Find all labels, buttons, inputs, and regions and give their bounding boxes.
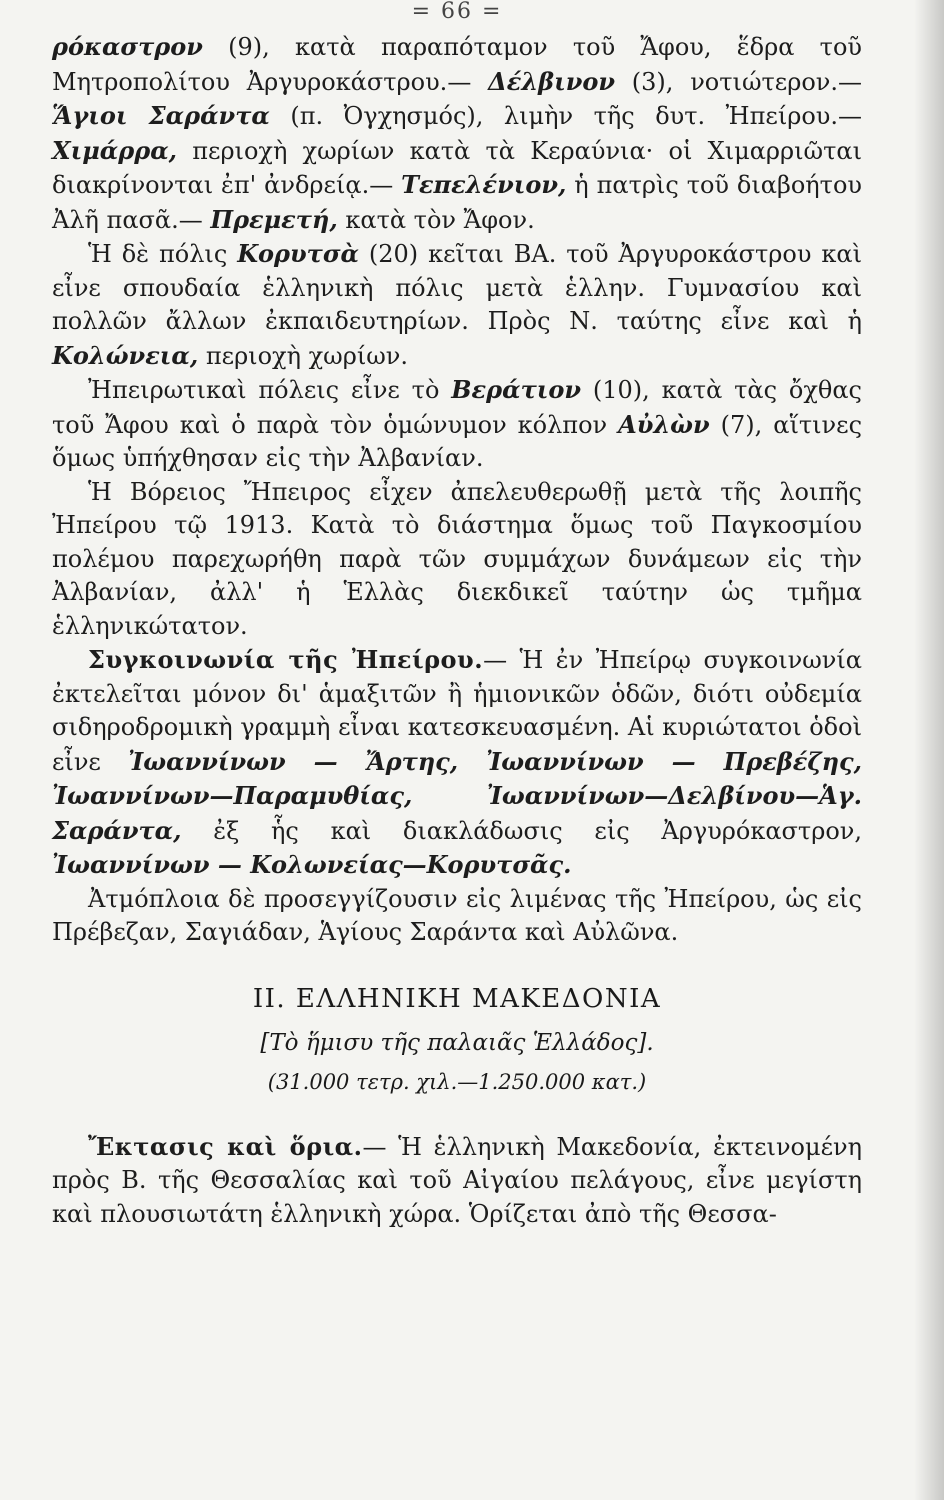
paragraph-communication: Συγκοινωνία τῆς Ἠπείρου.— Ἡ ἐν Ἠπείρῳ συγκοινωνία ἐκτελεῖται μόνον δι' ἁμαξιτῶν ἢ ἡμιονικῶν ὁδῶν, διότι οὐδεμία σιδηροδρομικὴ γραμμὴ εἶναι κατεσκευασμένη. Αἱ κυριώτατοι ὁδοὶ εἶνε Ἰωαννίνων — Ἄρτης, Ἰωαννίνων — Πρεβέζης, Ἰωαννίνων—Παραμυθίας, Ἰωαννίνων—Δελβίνου—Ἁγ. Σαράντα, ἐξ ἧς καὶ διακλάδωσις εἰς Ἀργυρόκαστρον, Ἰωαννίνων — Κολωνείας—Κορυτσᾶς. — [52, 645, 863, 879]
paragraph-cities-epirus: ρόκαστρον (9), κατὰ παραπόταμον τοῦ Ἄφου, ἕδρα τοῦ Μητροπολίτου Ἀργυροκάστρου.— Δέλβινον (3), νοτιώτερον.— Ἅγιοι Σαράντα (π. Ὀγχησμός), λιμὴν τῆς δυτ. Ἠπείρου.— Χιμάρρα, περιοχὴ χωρίων κατὰ τὰ Κεραύνια· οἱ Χιμαρριῶται διακρίνονται ἐπ' ἀνδρείᾳ.— Τεπελένιον, ἡ πατρὶς τοῦ διαβοήτου Ἀλῆ πασᾶ.— Πρεμετή, κατὰ τὸν Ἄφον. — [52, 32, 863, 234]
paragraph-northern-epirus: Ἡ Βόρειος Ἤπειρος εἶχεν ἀπελευθερωθῇ μετὰ τῆς λοιπῆς Ἠπείρου τῷ 1913. Κατὰ τὸ διάστημα ὅμως τοῦ Παγκοσμίου πολέμου παρεχωρήθη παρὰ τῶν συμμάχων δυνάμεων εἰς τὴν Ἀλβανίαν, ἀλλ' ἡ Ἑλλὰς διεκδικεῖ ταύτην ὡς τμῆμα ἑλληνικώτατον. — [52, 477, 862, 640]
section-stats: (31.000 τετρ. χιλ.—1.250.000 κατ.) — [267, 1069, 647, 1094]
paragraph-extent-borders: Ἔκτασις καὶ ὅρια.— Ἡ ἑλληνικὴ Μακεδονία, ἐκτεινομένη πρὸς Β. τῆς Θεσσαλίας καὶ τοῦ Αἰγαίου πελάγους, εἶνε μεγίστη καὶ πλουσιωτάτη ἑλληνικὴ χώρα. Ὁρίζεται ἀπὸ τῆς Θεσσα- — [52, 1131, 863, 1228]
heading-extent: Ἔκτασις καὶ ὅρια. — [88, 1131, 363, 1161]
paragraph-steamships: Ἀτμόπλοια δὲ προσεγγίζουσιν εἰς λιμένας τῆς Ἠπείρου, ὡς εἰς Πρέβεζαν, Σαγιάδαν, Ἁγίους Σαράντα καὶ Αὐλῶνα. — [52, 884, 862, 946]
heading-communication: Συγκοινωνία τῆς Ἠπείρου. — [88, 645, 484, 674]
section-subtitle: [Τὸ ἥμισυ τῆς παλαιᾶς Ἑλλάδος]. — [260, 1029, 654, 1056]
page-number: = 66 = — [411, 0, 503, 24]
paragraph-beratio: Ἠπειρωτικαὶ πόλεις εἶνε τὸ Βεράτιον (10), κατὰ τὰς ὄχθας τοῦ Ἄφου καὶ ὁ παρὰ τὸν ὁμώνυμον κόλπον Αὐλὼν (7), αἵτινες ὅμως ὑπήχθησαν εἰς τὴν Ἀλβανίαν. — [52, 375, 863, 472]
section-title: II. ΕΛΛΗΝΙΚΗ ΜΑΚΕΔΟΝΙΑ — [252, 983, 662, 1014]
paragraph-korytsa: Ἡ δὲ πόλις Κορυτσὰ (20) κεῖται ΒΑ. τοῦ Ἀργυροκάστρου καὶ εἶνε σπουδαία ἑλληνικὴ πόλις μετὰ ἑλλην. Γυμνασίου καὶ πολλῶν ἄλλων ἐκπαιδευτηρίων. Πρὸς Ν. ταύτης εἶνε καὶ ἡ Κολώνεια, περιοχὴ χωρίων. — [52, 239, 862, 370]
